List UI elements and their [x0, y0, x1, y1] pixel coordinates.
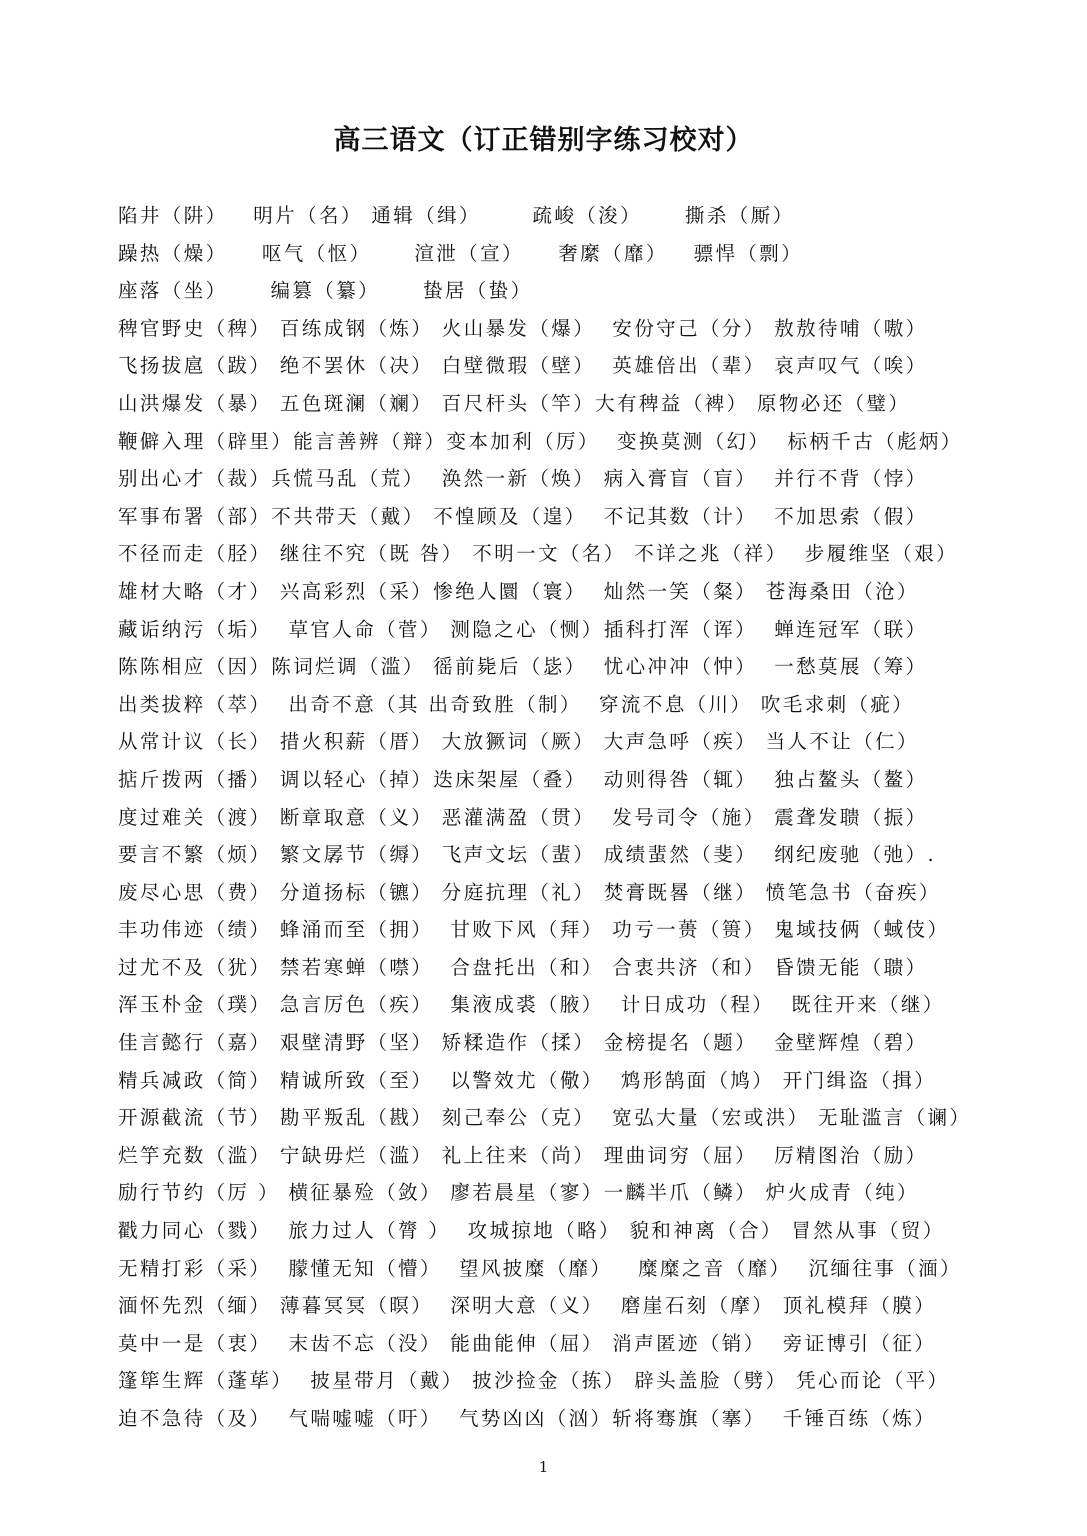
correction-line: 掂斤拨两（播） 调以轻心（掉）迭床架屋（叠） 动则得咎（辄） 独占鳌头（鳌）	[118, 767, 928, 791]
correction-line: 山洪爆发（暴） 五色斑澜（斓） 百尺杆头（竿）大有稗益（裨） 原物必还（璧）	[118, 391, 911, 415]
correction-line: 从常计议（长） 措火积薪（厝） 大放獗词（厥） 大声急呼（疾） 当人不让（仁）	[118, 730, 919, 754]
correction-line: 开源截流（节） 勘平叛乱（戡） 刻己奉公（克） 宽弘大量（宏或洪） 无耻滥言（谰）	[118, 1106, 972, 1130]
correction-line: 度过难关（渡） 断章取意（义） 恶灌满盈（贯） 发号司令（施） 震聋发聩（振）	[118, 805, 928, 829]
correction-line: 励行节约（厉 ） 横征暴殓（敛） 廖若晨星（寥）一麟半爪（鳞） 炉火成青（纯）	[118, 1181, 919, 1205]
correction-line: 别出心才（裁）兵慌马乱（荒） 涣然一新（焕） 病入膏盲（盲） 并行不背（悖）	[118, 467, 928, 491]
page-number: 1	[538, 1458, 549, 1476]
correction-line: 鞭僻入理（辟里）能言善辨（辩）变本加利（厉） 变换莫测（幻） 标柄千古（彪炳）	[118, 429, 963, 453]
correction-line: 陷井（阱） 明片（名） 通辑（缉） 疏峻（浚） 撕杀（厮）	[118, 204, 795, 227]
correction-line: 藏诟纳污（垢） 草官人命（菅） 测隐之心（恻）插科打浑（诨） 蝉连冠军（联）	[118, 617, 928, 641]
correction-line: 雄材大略（才） 兴高彩烈（采）惨绝人圜（寰） 灿然一笑（粲） 苍海桑田（沧）	[118, 579, 919, 603]
correction-line: 丰功伟迹（绩） 蜂涌而至（拥） 甘败下风（拜） 功亏一蒉（篑） 鬼域技俩（蜮伎）	[118, 918, 950, 942]
correction-line: 不径而走（胫） 继往不究（既 咎） 不明一文（名） 不详之兆（祥） 步履维坚（艰）	[118, 542, 958, 566]
correction-line: 军事布署（部）不共带天（戴） 不惶顾及（遑） 不记其数（计） 不加思索（假）	[118, 504, 928, 528]
correction-line: 无精打彩（采） 朦懂无知（懵） 望风披糜（靡） 糜糜之音（靡） 沉缅往事（湎）	[118, 1256, 962, 1280]
correction-line: 要言不繁（烦） 繁文孱节（缛） 飞声文坛（蜚） 成绩蜚然（斐） 纲纪废驰（弛）.	[118, 843, 937, 867]
correction-line: 废尽心思（费） 分道扬标（镳） 分庭抗理（礼） 焚膏既晷（继） 愤笔急书（奋疾）	[118, 880, 941, 904]
correction-line: 烂竽充数（滥） 宁缺毋烂（滥） 礼上往来（尚） 理曲词穷（屈） 厉精图治（励）	[118, 1143, 928, 1167]
correction-line: 飞扬拔扈（跋） 绝不罢休（决） 白壁微瑕（壁） 英雄倍出（辈） 哀声叹气（唉）	[118, 354, 928, 378]
correction-list	[118, 197, 1018, 1438]
correction-line: 佳言懿行（嘉） 艰壁清野（坚） 矫糅造作（揉） 金榜提名（题） 金壁辉煌（碧）	[118, 1031, 928, 1055]
correction-line: 座落（坐） 编篡（纂） 蛰居（蛰）	[118, 279, 533, 303]
correction-line: 浑玉朴金（璞） 急言厉色（疾） 集液成裘（腋） 计日成功（程） 既往开来（继）	[118, 993, 945, 1017]
correction-line: 湎怀先烈（缅） 薄暮冥冥（暝） 深明大意（义） 磨崖石刻（摩） 顶礼模拜（膜）	[118, 1294, 937, 1318]
correction-line: 过尤不及（犹） 禁若寒蝉（噤） 合盘托出（和） 合衷共济（和） 昏馈无能（聩）	[118, 955, 928, 979]
correction-line: 莫中一是（衷） 末齿不忘（没） 能曲能伸（屈） 消声匿迹（销） 旁证博引（征）	[118, 1331, 937, 1355]
correction-line: 精兵减政（简） 精诚所致（至） 以警效尤（儆） 鸩形鹄面（鸠） 开门缉盗（揖）	[118, 1068, 937, 1092]
correction-line: 稗官野史（稗） 百练成钢（炼） 火山暴发（爆） 安份守己（分） 敖敖待哺（嗷）	[118, 316, 928, 340]
correction-line: 出类拔粹（萃） 出奇不意（其 出奇致胜（制） 穿流不息（川） 吹毛求刺（疵）	[118, 692, 915, 716]
correction-line: 戳力同心（戮） 旅力过人（膂 ） 攻城掠地（略） 貌和神离（合） 冒然从事（贸）	[118, 1219, 945, 1243]
correction-line: 篷筚生辉（蓬荜） 披星带月（戴） 披沙捡金（拣） 辟头盖脸（劈） 凭心而论（平）	[118, 1369, 950, 1393]
correction-line: 迫不急待（及） 气喘嘘嘘（吁） 气势凶凶（汹）斩将骞旗（搴） 千锤百练（炼）	[118, 1407, 937, 1430]
correction-line: 躁热（燥） 呕气（怄） 渲泄（宣） 奢縻（靡） 骠悍（剽）	[118, 241, 804, 265]
page-title: 高三语文（订正错别字练习校对）	[333, 125, 754, 156]
correction-line: 陈陈相应（因）陈词烂调（滥） 徭前毙后（毖） 忧心冲冲（忡） 一愁莫展（筹）	[118, 655, 928, 679]
